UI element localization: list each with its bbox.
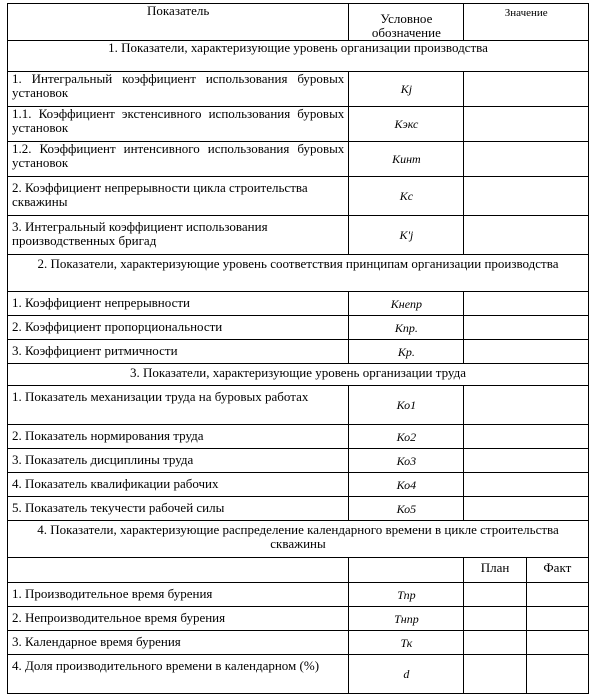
header-plan: План [464,558,526,583]
table-row [8,607,589,631]
row-plan [464,607,526,631]
row-name: 3. Календарное время бурения [8,631,349,655]
section-row [8,255,589,292]
row-symbol: Ко3 [349,449,464,473]
plan-fact-spacer [8,558,349,583]
row-name: 4. Доля производительного времени в календарном (%) [8,655,349,694]
row-symbol: Ко2 [349,425,464,449]
row-symbol: Ко4 [349,473,464,497]
header-symbol: Условное обозначение [349,4,464,41]
row-value [464,449,589,473]
row-name: 2. Коэффициент непрерывности цикла строительства скважины [8,177,349,216]
row-value [464,292,589,316]
row-plan [464,583,526,607]
header-row [8,4,589,41]
table-row [8,425,589,449]
section-row [8,41,589,72]
row-symbol: Kэкс [349,107,464,142]
table-row [8,655,589,694]
row-name: 1. Интегральный коэффициент использования буровых установок [8,72,349,107]
row-value [464,497,589,521]
row-name: 1.2. Коэффициент интенсивного использования буровых установок [8,142,349,177]
row-symbol: Кнепр [349,292,464,316]
row-value [464,107,589,142]
row-fact [526,631,588,655]
row-plan [464,655,526,694]
section-title: 3. Показатели, характеризующие уровень организации труда [8,364,589,386]
header-indicator: Показатель [8,4,349,41]
row-fact [526,655,588,694]
row-symbol: Тнпр [349,607,464,631]
row-symbol: Тк [349,631,464,655]
row-name: 2. Коэффициент пропорциональности [8,316,349,340]
row-name: 3. Показатель дисциплины труда [8,449,349,473]
table-row [8,107,589,142]
table-row [8,316,589,340]
table-row [8,449,589,473]
row-symbol: Kj [349,72,464,107]
table-row [8,386,589,425]
row-name: 5. Показатель текучести рабочей силы [8,497,349,521]
row-symbol: Кпр. [349,316,464,340]
table-row [8,142,589,177]
table-row [8,292,589,316]
plan-fact-header-row [8,558,589,583]
table-row [8,473,589,497]
section-row [8,521,589,558]
row-value [464,216,589,255]
row-name: 1. Показатель механизации труда на буровых работах [8,386,349,425]
row-symbol: K'j [349,216,464,255]
row-value [464,340,589,364]
row-fact [526,607,588,631]
row-symbol: Тпр [349,583,464,607]
row-name: 1. Коэффициент непрерывности [8,292,349,316]
header-value: Значение [464,4,589,41]
table-row [8,497,589,521]
row-name: 3. Коэффициент ритмичности [8,340,349,364]
table-row [8,216,589,255]
row-name: 4. Показатель квалификации рабочих [8,473,349,497]
row-fact [526,583,588,607]
row-name: 1.1. Коэффициент экстенсивного использования буровых установок [8,107,349,142]
section-title: 2. Показатели, характеризующие уровень соответствия принципам организации производства [8,255,589,292]
section-row [8,364,589,386]
row-value [464,425,589,449]
row-value [464,72,589,107]
row-value [464,142,589,177]
table-row [8,72,589,107]
indicators-table [7,3,589,694]
section-title: 1. Показатели, характеризующие уровень организации производства [8,41,589,72]
plan-fact-spacer [349,558,464,583]
row-symbol: Ко5 [349,497,464,521]
row-symbol: d [349,655,464,694]
table-row [8,340,589,364]
row-symbol: Кр. [349,340,464,364]
table-row [8,583,589,607]
row-value [464,386,589,425]
row-name: 2. Показатель нормирования труда [8,425,349,449]
row-symbol: Ко1 [349,386,464,425]
header-fact: Факт [526,558,588,583]
row-symbol: Kинт [349,142,464,177]
row-value [464,177,589,216]
row-symbol: Kс [349,177,464,216]
table-row [8,631,589,655]
table-row [8,177,589,216]
row-value [464,473,589,497]
row-value [464,316,589,340]
row-name: 1. Производительное время бурения [8,583,349,607]
row-name: 2. Непроизводительное время бурения [8,607,349,631]
row-plan [464,631,526,655]
section-title: 4. Показатели, характеризующие распределение календарного времени в цикле строительства скважины [8,521,589,558]
row-name: 3. Интегральный коэффициент использования производственных бригад [8,216,349,255]
